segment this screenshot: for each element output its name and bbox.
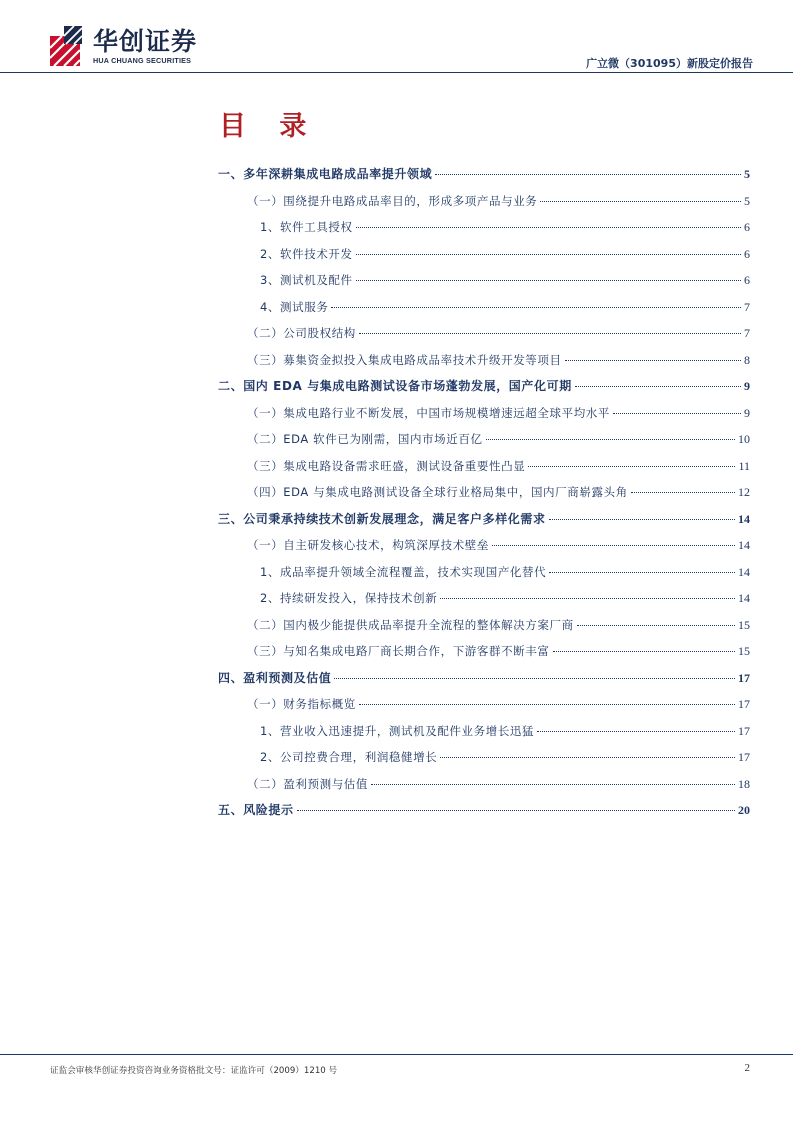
toc-entry-title: 4、测试服务 <box>260 299 329 314</box>
toc-entry-level-2[interactable] <box>247 352 750 368</box>
toc-entry-page: 14 <box>738 538 750 552</box>
toc-entry-title: 三、公司秉承持续技术创新发展理念，满足客户多样化需求 <box>218 511 546 526</box>
toc-entry-title: 二、国内 EDA 与集成电路测试设备市场蓬勃发展，国产化可期 <box>218 379 572 393</box>
toc-dot-leader <box>440 598 735 599</box>
toc-dot-leader <box>356 227 741 228</box>
toc-entry-level-3[interactable] <box>260 272 750 288</box>
toc-entry-title: （二）公司股权结构 <box>247 326 356 340</box>
toc-dot-leader <box>331 307 741 308</box>
toc-entry-title: （三）集成电路设备需求旺盛，测试设备重要性凸显 <box>247 458 526 473</box>
toc-dot-leader <box>334 678 735 679</box>
toc-entry-level-2[interactable] <box>247 405 750 421</box>
toc-entry-title: （二）国内极少能提供成品率提升全流程的整体解决方案厂商 <box>247 617 574 632</box>
toc-entry-title: 1、成品率提升领域全流程覆盖，技术实现国产化替代 <box>260 564 547 579</box>
toc-entry-title: （二）盈利预测与估值 <box>247 776 368 791</box>
logo-mark-icon <box>50 26 90 66</box>
toc-dot-leader <box>631 492 735 493</box>
toc-entry-page: 6 <box>744 220 750 234</box>
toc-entry-page: 5 <box>744 167 750 181</box>
toc-entry-page: 6 <box>744 273 750 287</box>
toc-entry-level-2[interactable] <box>247 696 750 712</box>
toc-entry-level-1[interactable] <box>218 511 750 527</box>
toc-entry-page: 15 <box>738 644 750 658</box>
toc-dot-leader <box>549 519 735 520</box>
toc-entry-level-2[interactable] <box>247 458 750 474</box>
toc-entry-page: 17 <box>738 670 750 685</box>
report-title: 广立微（301095）新股定价报告 <box>586 57 753 70</box>
toc-entry-page: 15 <box>738 617 750 632</box>
toc-dot-leader <box>613 413 741 414</box>
toc-entry-level-2[interactable] <box>247 776 750 792</box>
toc-dot-leader <box>492 545 735 546</box>
toc-entry-level-3[interactable] <box>260 564 750 580</box>
toc-dot-leader <box>356 254 741 255</box>
license-text: 证监会审核华创证券投资咨询业务资格批文号：证监许可（2009）1210 号 <box>50 1066 338 1076</box>
toc-entry-level-1[interactable] <box>218 670 750 686</box>
toc-entry-level-3[interactable] <box>260 299 750 315</box>
toc-entry-level-2[interactable] <box>247 484 750 500</box>
toc-entry-title: 一、多年深耕集成电路成品率提升领域 <box>218 167 433 181</box>
toc-entry-title: （三）与知名集成电路厂商长期合作，下游客群不断丰富 <box>247 644 550 658</box>
toc-entry-page: 14 <box>738 591 750 605</box>
toc-entry-page: 5 <box>744 193 750 208</box>
toc-dot-leader <box>565 360 741 361</box>
toc-dot-leader <box>440 757 735 758</box>
toc-entry-page: 7 <box>744 299 750 314</box>
toc-entry-level-2[interactable] <box>247 431 750 447</box>
toc-entry-level-3[interactable] <box>260 219 750 235</box>
toc-entry-title: 四、盈利预测及估值 <box>218 670 332 685</box>
toc-dot-leader <box>528 466 735 467</box>
company-logo <box>50 26 200 68</box>
toc-entry-title: （二）EDA 软件已为刚需，国内市场近百亿 <box>247 432 483 446</box>
toc-dot-leader <box>540 201 741 202</box>
toc-dot-leader <box>359 333 741 334</box>
toc-entry-page: 18 <box>738 776 750 791</box>
toc-entry-title: 2、公司控费合理，利润稳健增长 <box>260 750 438 764</box>
page-number: 2 <box>744 1062 750 1074</box>
toc-dot-leader <box>297 810 735 811</box>
toc-entry-title: 1、软件工具授权 <box>260 220 353 234</box>
toc-entry-title: （四）EDA 与集成电路测试设备全球行业格局集中，国内厂商崭露头角 <box>247 485 628 499</box>
toc-dot-leader <box>371 784 735 785</box>
toc-entry-level-3[interactable] <box>260 749 750 765</box>
toc-entry-title: （一）集成电路行业不断发展，中国市场规模增速远超全球平均水平 <box>247 405 610 420</box>
toc-dot-leader <box>549 572 735 573</box>
toc-entry-title: （一）财务指标概览 <box>247 697 356 711</box>
toc-entry-title: （一）自主研发核心技术，构筑深厚技术壁垒 <box>247 538 489 552</box>
toc-entry-title: 3、测试机及配件 <box>260 273 353 287</box>
toc-dot-leader <box>537 731 735 732</box>
logo-english-name: HUA CHUANG SECURITIES <box>93 56 192 65</box>
toc-entry-page: 14 <box>738 564 750 579</box>
toc-dot-leader <box>553 651 736 652</box>
toc-entry-level-2[interactable] <box>247 325 750 341</box>
footer-divider <box>0 1054 793 1055</box>
toc-dot-leader <box>356 280 741 281</box>
toc-entry-level-3[interactable] <box>260 246 750 262</box>
toc-dot-leader <box>435 174 741 175</box>
toc-entry-level-2[interactable] <box>247 537 750 553</box>
toc-entry-page: 17 <box>738 697 750 711</box>
toc-entry-page: 8 <box>744 352 750 367</box>
toc-entry-level-3[interactable] <box>260 723 750 739</box>
toc-entry-page: 7 <box>744 326 750 340</box>
page-header <box>0 0 793 76</box>
toc-entry-title: 2、软件技术开发 <box>260 246 353 261</box>
toc-entry-level-2[interactable] <box>247 617 750 633</box>
toc-entry-page: 14 <box>738 511 750 526</box>
header-divider <box>0 72 793 73</box>
logo-chinese-name: 华创证券 <box>93 27 198 56</box>
toc-entry-title: （三）募集资金拟投入集成电路成品率技术升级开发等项目 <box>247 352 562 367</box>
toc-entry-page: 10 <box>738 432 750 446</box>
toc-dot-leader <box>359 704 735 705</box>
toc-entry-level-1[interactable] <box>218 802 750 818</box>
toc-entry-level-2[interactable] <box>247 193 750 209</box>
toc-entry-page: 11 <box>738 458 750 473</box>
toc-dot-leader <box>575 386 741 387</box>
toc-entry-page: 17 <box>738 723 750 738</box>
toc-entry-level-1[interactable] <box>218 378 750 394</box>
toc-entry-title: 五、风险提示 <box>218 803 294 817</box>
toc-entry-page: 12 <box>738 485 750 499</box>
toc-entry-page: 20 <box>738 803 750 817</box>
toc-entry-page: 6 <box>744 246 750 261</box>
page-title: 目 录 <box>219 111 319 142</box>
toc-dot-leader <box>577 625 735 626</box>
toc-entry-level-3[interactable] <box>260 590 750 606</box>
toc-entry-title: 1、营业收入迅速提升，测试机及配件业务增长迅猛 <box>260 723 535 738</box>
toc-entry-level-2[interactable] <box>247 643 750 659</box>
toc-entry-page: 9 <box>744 379 750 393</box>
toc-entry-level-1[interactable] <box>218 166 750 182</box>
toc-dot-leader <box>486 439 735 440</box>
toc-entry-title: 2、持续研发投入，保持技术创新 <box>260 591 438 605</box>
toc-entry-page: 9 <box>744 405 750 420</box>
toc-entry-title: （一）围绕提升电路成品率目的，形成多项产品与业务 <box>247 193 538 208</box>
toc-entry-page: 17 <box>738 750 750 764</box>
